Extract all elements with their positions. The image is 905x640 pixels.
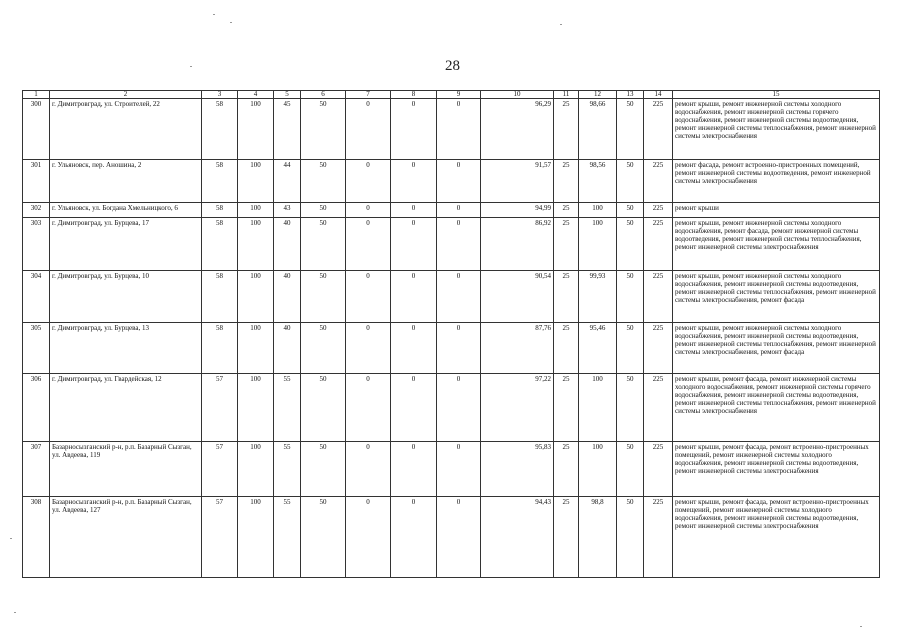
scan-speck <box>560 24 562 25</box>
cell-col-6: 50 <box>301 497 346 578</box>
cell-col-13: 50 <box>617 202 644 217</box>
cell-col-3: 58 <box>202 202 238 217</box>
cell-col-11: 25 <box>554 202 579 217</box>
scan-speck <box>10 538 12 539</box>
cell-col-7: 0 <box>346 442 391 497</box>
cell-col-6: 50 <box>301 202 346 217</box>
cell-col-5: 40 <box>274 218 301 271</box>
cell-col-12: 98,8 <box>579 497 617 578</box>
table-row <box>23 99 880 160</box>
col-header-1: 1 <box>23 91 50 99</box>
cell-repair-works: ремонт крыши, ремонт фасада, ремонт встроенно-пристроенных помещений, ремонт инженерной системы холодного водоснабжения, ремонт инженерной системы водоотведения, ремонт инженерной системы электроснабжения <box>673 442 880 497</box>
cell-col-9: 0 <box>437 374 481 442</box>
col-header-10: 10 <box>481 91 554 99</box>
cell-repair-works: ремонт крыши, ремонт инженерной системы холодного водоснабжения, ремонт инженерной системы водоотведения, ремонт инженерной системы теплоснабжения, ремонт инженерной системы электроснабжения, ремонт фасада <box>673 271 880 323</box>
cell-col-10: 94,43 <box>481 497 554 578</box>
cell-col-7: 0 <box>346 323 391 374</box>
cell-col-14: 225 <box>644 160 673 203</box>
cell-repair-works: ремонт фасада, ремонт встроенно-пристроенных помещений, ремонт инженерной системы водоотведения, ремонт инженерной системы электроснабжения <box>673 160 880 203</box>
scan-speck <box>230 22 232 23</box>
cell-col-4: 100 <box>238 497 274 578</box>
cell-repair-works: ремонт крыши, ремонт фасада, ремонт инженерной системы холодного водоснабжения, ремонт инженерной системы горячего водоснабжения, ремонт инженерной системы водоотведения, ремонт инженерной системы теплоснабжения, ремонт инженерной системы электроснабжения <box>673 374 880 442</box>
cell-col-3: 58 <box>202 218 238 271</box>
cell-col-10: 95,83 <box>481 442 554 497</box>
cell-col-4: 100 <box>238 202 274 217</box>
table-row <box>23 323 880 374</box>
cell-col-5: 43 <box>274 202 301 217</box>
column-number-row <box>23 91 880 99</box>
cell-col-12: 100 <box>579 374 617 442</box>
cell-col-14: 225 <box>644 497 673 578</box>
col-header-5: 5 <box>274 91 301 99</box>
cell-col-12: 99,93 <box>579 271 617 323</box>
cell-address: г. Димитровград, ул. Бурцева, 17 <box>50 218 202 271</box>
cell-address: Базарносызганский р-н, р.п. Базарный Сызган, ул. Авдеева, 127 <box>50 497 202 578</box>
cell-number: 303 <box>23 218 50 271</box>
cell-col-11: 25 <box>554 374 579 442</box>
cell-col-5: 45 <box>274 99 301 160</box>
cell-address: г. Димитровград, ул. Бурцева, 10 <box>50 271 202 323</box>
table-row <box>23 202 880 217</box>
cell-col-14: 225 <box>644 218 673 271</box>
cell-col-11: 25 <box>554 323 579 374</box>
cell-col-4: 100 <box>238 218 274 271</box>
cell-col-6: 50 <box>301 442 346 497</box>
cell-col-14: 225 <box>644 202 673 217</box>
cell-col-6: 50 <box>301 271 346 323</box>
cell-col-9: 0 <box>437 160 481 203</box>
cell-col-3: 57 <box>202 374 238 442</box>
cell-col-9: 0 <box>437 218 481 271</box>
cell-col-7: 0 <box>346 497 391 578</box>
cell-col-8: 0 <box>391 323 437 374</box>
cell-col-11: 25 <box>554 99 579 160</box>
cell-col-4: 100 <box>238 271 274 323</box>
cell-col-8: 0 <box>391 497 437 578</box>
cell-col-10: 94,99 <box>481 202 554 217</box>
cell-col-13: 50 <box>617 160 644 203</box>
cell-col-8: 0 <box>391 218 437 271</box>
cell-col-8: 0 <box>391 442 437 497</box>
cell-col-6: 50 <box>301 160 346 203</box>
cell-col-5: 44 <box>274 160 301 203</box>
col-header-3: 3 <box>202 91 238 99</box>
cell-col-7: 0 <box>346 202 391 217</box>
cell-col-5: 55 <box>274 442 301 497</box>
cell-col-3: 58 <box>202 160 238 203</box>
cell-col-12: 98,66 <box>579 99 617 160</box>
cell-col-9: 0 <box>437 323 481 374</box>
cell-col-8: 0 <box>391 99 437 160</box>
cell-number: 305 <box>23 323 50 374</box>
cell-col-4: 100 <box>238 374 274 442</box>
cell-col-11: 25 <box>554 271 579 323</box>
cell-col-13: 50 <box>617 442 644 497</box>
cell-col-12: 100 <box>579 218 617 271</box>
col-header-11: 11 <box>554 91 579 99</box>
col-header-4: 4 <box>238 91 274 99</box>
cell-col-7: 0 <box>346 271 391 323</box>
cell-col-14: 225 <box>644 323 673 374</box>
cell-repair-works: ремонт крыши, ремонт инженерной системы холодного водоснабжения, ремонт фасада, ремонт инженерной системы водоотведения, ремонт инженерной системы теплоснабжения, ремонт инженерной системы электроснабжения <box>673 218 880 271</box>
cell-col-3: 58 <box>202 99 238 160</box>
cell-col-10: 90,54 <box>481 271 554 323</box>
cell-col-10: 96,29 <box>481 99 554 160</box>
cell-col-3: 57 <box>202 442 238 497</box>
cell-col-11: 25 <box>554 160 579 203</box>
cell-col-6: 50 <box>301 323 346 374</box>
cell-number: 300 <box>23 99 50 160</box>
cell-col-14: 225 <box>644 442 673 497</box>
cell-col-13: 50 <box>617 323 644 374</box>
col-header-8: 8 <box>391 91 437 99</box>
cell-address: г. Ульяновск, пер. Аношина, 2 <box>50 160 202 203</box>
cell-address: г. Димитровград, ул. Строителей, 22 <box>50 99 202 160</box>
cell-col-7: 0 <box>346 374 391 442</box>
cell-col-8: 0 <box>391 160 437 203</box>
cell-address: г. Ульяновск, ул. Богдана Хмельницкого, 6 <box>50 202 202 217</box>
cell-col-9: 0 <box>437 99 481 160</box>
scan-speck <box>860 626 862 627</box>
scan-speck <box>190 66 192 67</box>
cell-col-13: 50 <box>617 374 644 442</box>
cell-repair-works: ремонт крыши, ремонт инженерной системы холодного водоснабжения, ремонт инженерной системы горячего водоснабжения, ремонт инженерной системы водоотведения, ремонт инженерной системы теплоснабжения, ремонт инженерной системы электроснабжения <box>673 99 880 160</box>
cell-col-11: 25 <box>554 218 579 271</box>
cell-col-10: 86,92 <box>481 218 554 271</box>
cell-number: 301 <box>23 160 50 203</box>
table-row <box>23 497 880 578</box>
cell-col-12: 95,46 <box>579 323 617 374</box>
cell-col-10: 97,22 <box>481 374 554 442</box>
cell-col-13: 50 <box>617 271 644 323</box>
col-header-2: 2 <box>50 91 202 99</box>
table-row <box>23 374 880 442</box>
cell-col-7: 0 <box>346 99 391 160</box>
cell-col-14: 225 <box>644 99 673 160</box>
cell-col-14: 225 <box>644 271 673 323</box>
cell-col-5: 40 <box>274 271 301 323</box>
cell-address: г. Димитровград, ул. Гвардейская, 12 <box>50 374 202 442</box>
cell-col-5: 40 <box>274 323 301 374</box>
cell-col-12: 98,56 <box>579 160 617 203</box>
cell-col-4: 100 <box>238 442 274 497</box>
cell-col-10: 91,57 <box>481 160 554 203</box>
col-header-6: 6 <box>301 91 346 99</box>
cell-col-5: 55 <box>274 374 301 442</box>
cell-col-7: 0 <box>346 218 391 271</box>
cell-col-8: 0 <box>391 271 437 323</box>
cell-number: 304 <box>23 271 50 323</box>
cell-number: 308 <box>23 497 50 578</box>
col-header-9: 9 <box>437 91 481 99</box>
col-header-14: 14 <box>644 91 673 99</box>
cell-col-14: 225 <box>644 374 673 442</box>
cell-col-3: 58 <box>202 323 238 374</box>
cell-col-9: 0 <box>437 271 481 323</box>
repair-register-table <box>22 90 880 578</box>
cell-repair-works: ремонт крыши, ремонт фасада, ремонт встроенно-пристроенных помещений, ремонт инженерной системы холодного водоснабжения, ремонт инженерной системы водоотведения, ремонт инженерной системы электроснабжения <box>673 497 880 578</box>
table-row <box>23 160 880 203</box>
cell-col-7: 0 <box>346 160 391 203</box>
cell-col-8: 0 <box>391 202 437 217</box>
cell-col-9: 0 <box>437 202 481 217</box>
cell-col-4: 100 <box>238 323 274 374</box>
table-row <box>23 218 880 271</box>
cell-col-9: 0 <box>437 442 481 497</box>
cell-col-13: 50 <box>617 497 644 578</box>
cell-col-11: 25 <box>554 497 579 578</box>
col-header-13: 13 <box>617 91 644 99</box>
cell-col-12: 100 <box>579 202 617 217</box>
cell-col-4: 100 <box>238 160 274 203</box>
cell-col-12: 100 <box>579 442 617 497</box>
cell-col-6: 50 <box>301 99 346 160</box>
cell-col-3: 57 <box>202 497 238 578</box>
cell-col-10: 87,76 <box>481 323 554 374</box>
cell-repair-works: ремонт крыши <box>673 202 880 217</box>
cell-col-13: 50 <box>617 218 644 271</box>
cell-col-11: 25 <box>554 442 579 497</box>
cell-number: 307 <box>23 442 50 497</box>
col-header-15: 15 <box>673 91 880 99</box>
scan-speck <box>213 14 215 15</box>
cell-col-3: 58 <box>202 271 238 323</box>
cell-number: 302 <box>23 202 50 217</box>
page-number: 28 <box>445 58 460 74</box>
table-row <box>23 442 880 497</box>
table-row <box>23 271 880 323</box>
cell-col-13: 50 <box>617 99 644 160</box>
cell-address: г. Димитровград, ул. Бурцева, 13 <box>50 323 202 374</box>
cell-col-8: 0 <box>391 374 437 442</box>
col-header-12: 12 <box>579 91 617 99</box>
cell-number: 306 <box>23 374 50 442</box>
cell-col-9: 0 <box>437 497 481 578</box>
cell-address: Базарносызганский р-н, р.п. Базарный Сызган, ул. Авдеева, 119 <box>50 442 202 497</box>
col-header-7: 7 <box>346 91 391 99</box>
cell-col-4: 100 <box>238 99 274 160</box>
cell-repair-works: ремонт крыши, ремонт инженерной системы холодного водоснабжения, ремонт инженерной системы водоотведения, ремонт инженерной системы теплоснабжения, ремонт инженерной системы электроснабжения, ремонт фасада <box>673 323 880 374</box>
cell-col-6: 50 <box>301 374 346 442</box>
cell-col-6: 50 <box>301 218 346 271</box>
scan-speck <box>14 612 16 613</box>
cell-col-5: 55 <box>274 497 301 578</box>
